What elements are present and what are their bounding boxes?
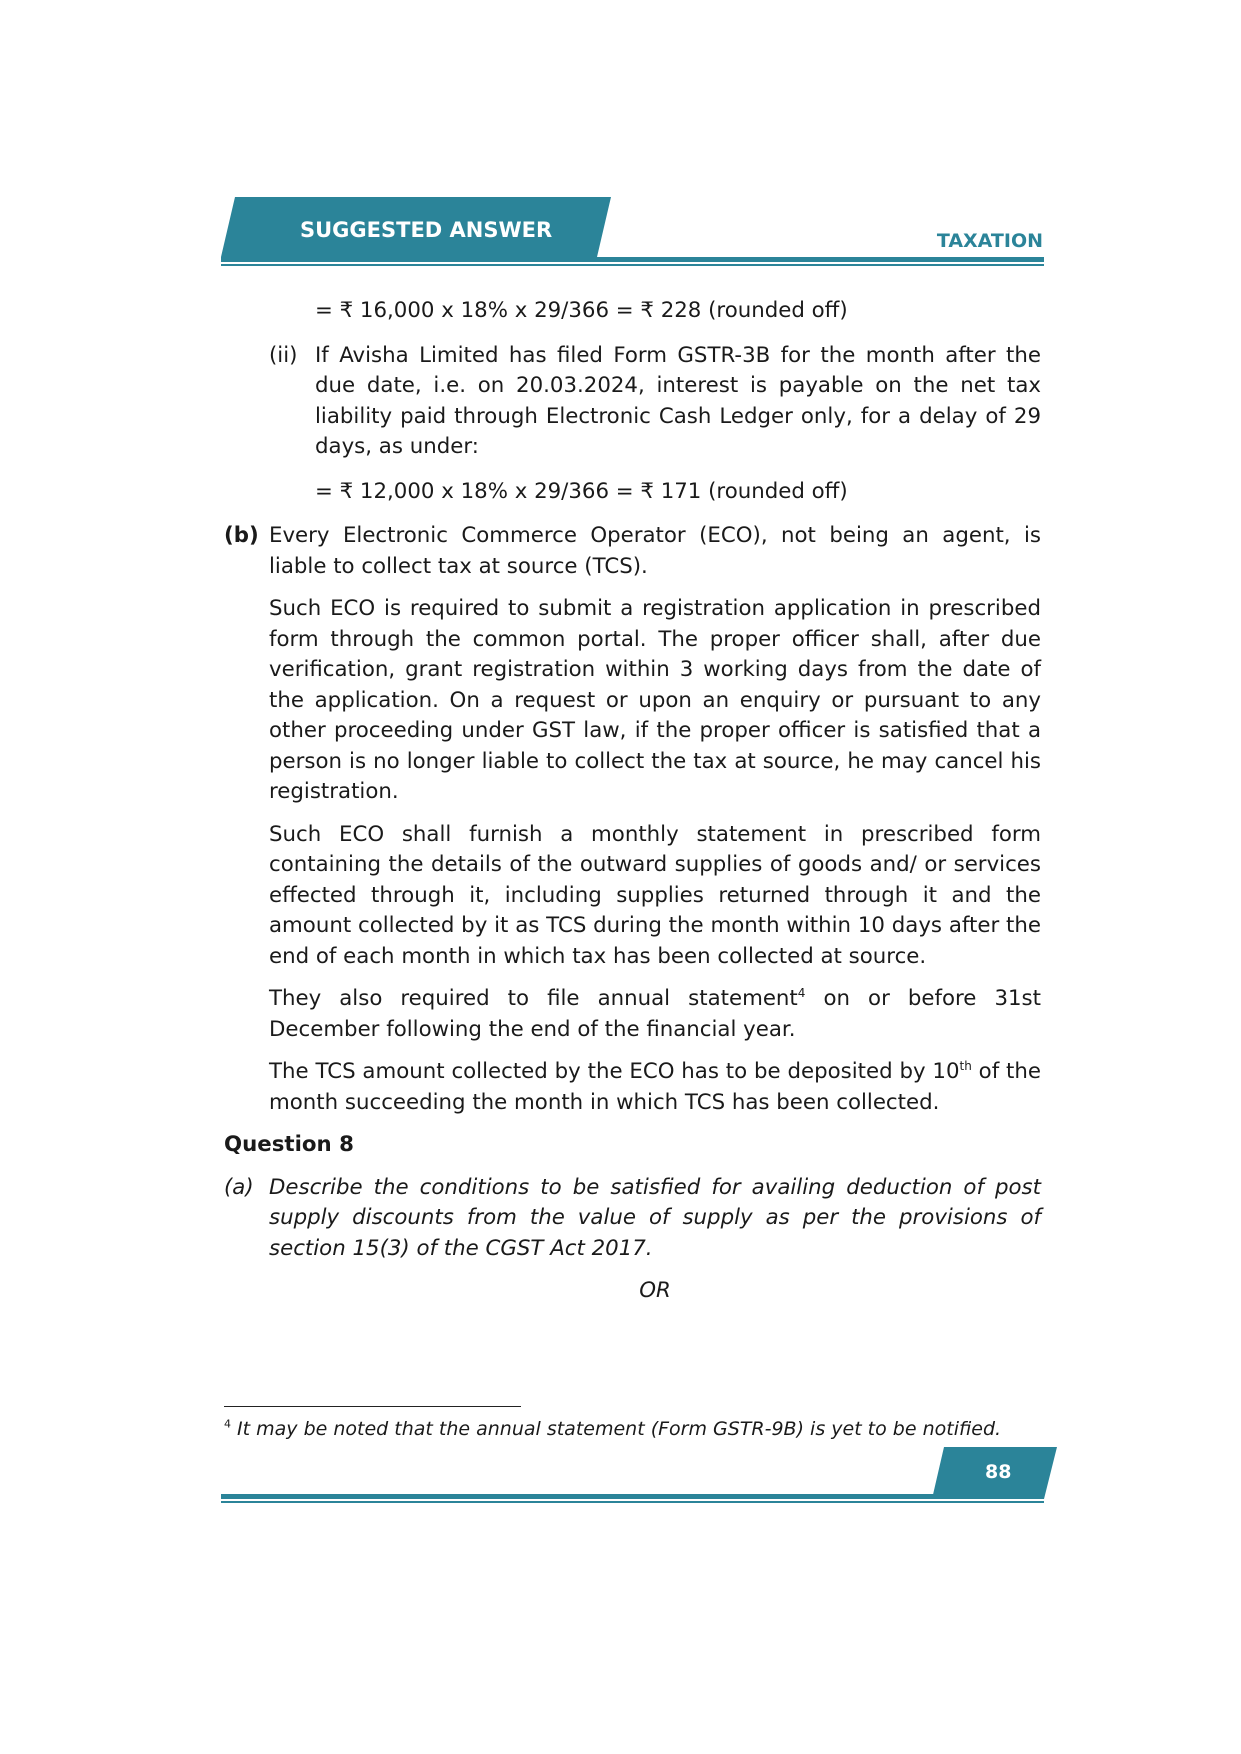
paragraph-text: on or before 31st December following the end of the financial year. bbox=[269, 986, 1041, 1042]
header-tab-title: SUGGESTED ANSWER bbox=[300, 218, 553, 242]
footnote-rule bbox=[224, 1406, 521, 1407]
question-part-a-label: (a) bbox=[224, 1174, 254, 1200]
part-b bbox=[224, 521, 1041, 582]
footer-rule-thin bbox=[221, 1501, 1044, 1503]
paragraph-text: The TCS amount collected by the ECO has to be deposited by 10 bbox=[269, 1059, 960, 1084]
ordinal-suffix: th bbox=[959, 1058, 972, 1073]
part-b-text: Every Electronic Commerce Operator (ECO), not being an agent, is liable to collect tax at source (TCS). bbox=[269, 523, 1041, 579]
header-rule-thick bbox=[221, 257, 1044, 262]
question-part-a-text: Describe the conditions to be satisfied for availing deduction of post supply discounts from the value of supply as per the provisions of section 15(3) of the CGST Act 2017. bbox=[269, 1174, 1041, 1261]
list-item-ii bbox=[224, 341, 1041, 463]
footnote-text: It may be noted that the annual statement (Form GSTR-9B) is yet to be notified. bbox=[231, 1418, 1002, 1440]
header-rule-thin bbox=[221, 264, 1044, 266]
footnote-reference: 4 bbox=[797, 985, 806, 1000]
paragraph-text: of the month succeeding the month in which TCS has been collected. bbox=[269, 1059, 1041, 1115]
paragraph-text: They also required to file annual statement bbox=[269, 986, 798, 1011]
paragraph-registration: Such ECO is required to submit a registration application in prescribed form through the common portal. The proper officer shall, after due verification, grant registration within 3 working days from the date of the application. On a request or upon an enquiry or pursuant to any other proceeding under GST law, if the proper officer is satisfied that a person is no longer liable to collect the tax at source, he may cancel his registration. bbox=[269, 596, 1041, 804]
paragraph-monthly-statement: Such ECO shall furnish a monthly statement in prescribed form containing the details of the outward supplies of goods and/ or services effected through it, including supplies returned through it and the amount collected by it as TCS during the month within 10 days after the end of each month in which tax has been collected at source. bbox=[269, 821, 1041, 969]
footnote-marker: 4 bbox=[224, 1417, 231, 1431]
page-number: 88 bbox=[985, 1461, 1012, 1483]
subject-title: TAXATION bbox=[936, 230, 1043, 252]
paragraph-annual-statement bbox=[224, 984, 1041, 1045]
footnote bbox=[224, 1418, 1001, 1440]
part-b-label: (b) bbox=[224, 523, 259, 548]
page-content bbox=[224, 296, 1041, 1307]
paragraph-deposit bbox=[224, 1057, 1041, 1118]
footer-rule-thick bbox=[221, 1494, 1044, 1499]
list-item-text: If Avisha Limited has filed Form GSTR-3B for the month after the due date, i.e. on 20.03.2024, interest is payable on the net tax liability paid through Electronic Cash Ledger only, for a delay of 29 days, as under: bbox=[315, 342, 1041, 459]
list-item-label: (ii) bbox=[269, 342, 298, 368]
question-part-a bbox=[224, 1173, 1041, 1265]
calculation-line-2: = ₹ 12,000 x 18% x 29/366 = ₹ 171 (rounded off) bbox=[315, 478, 848, 504]
question-heading: Question 8 bbox=[224, 1132, 354, 1157]
or-separator: OR bbox=[639, 1278, 671, 1303]
calculation-line-1: = ₹ 16,000 x 18% x 29/366 = ₹ 228 (rounded off) bbox=[315, 298, 848, 323]
